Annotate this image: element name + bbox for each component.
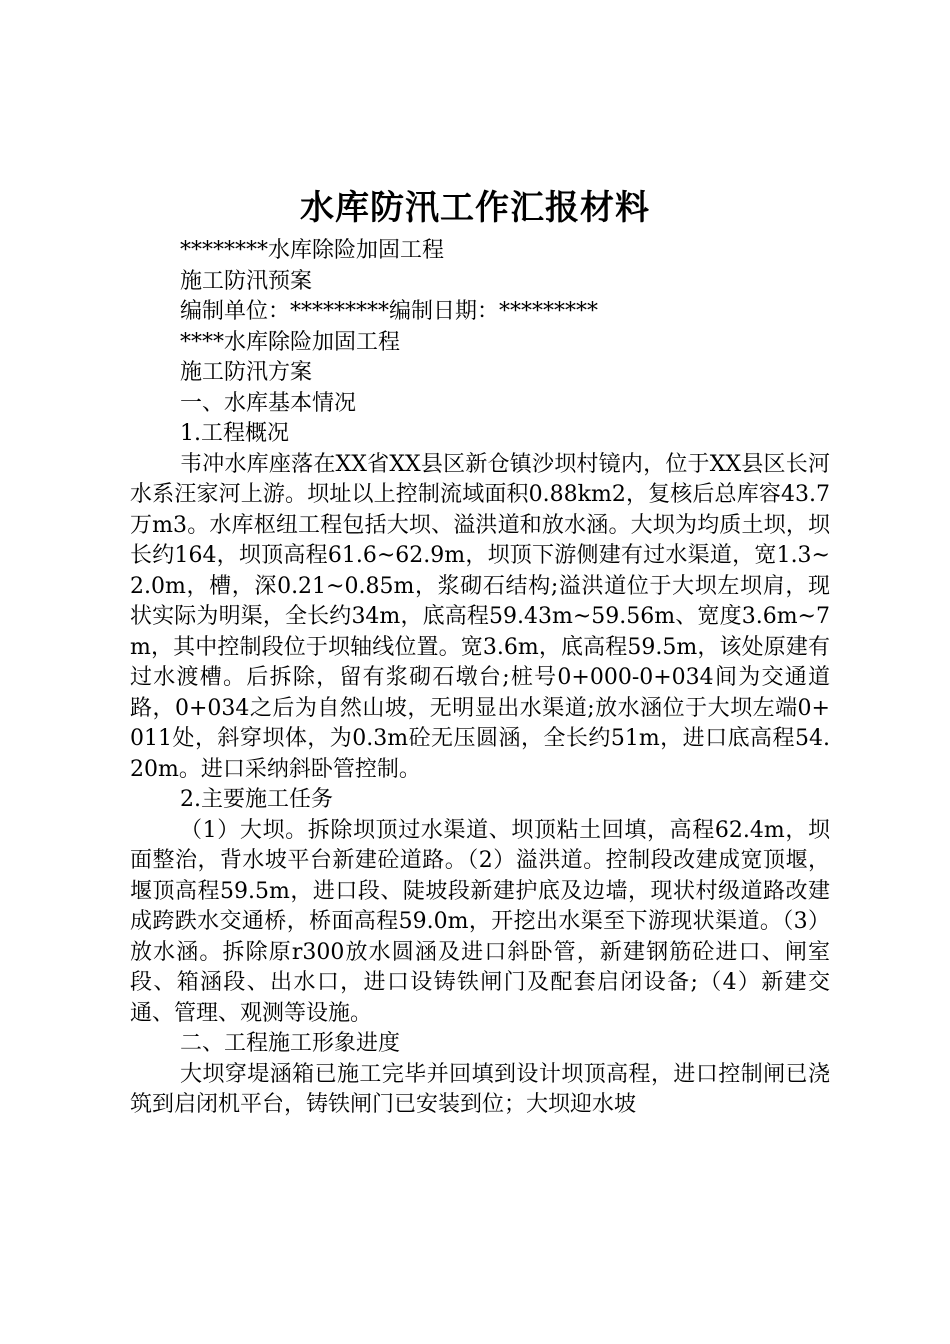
section-heading-1: 一、水库基本情况 xyxy=(180,390,357,416)
document-title: 水库防汛工作汇报材料 xyxy=(300,188,650,228)
plan-title-line: 施工防汛预案 xyxy=(180,268,313,294)
paragraph-tasks: （1）大坝。拆除坝顶过水渠道、坝顶粘土回填，高程62.4m，坝面整治，背水坡平台新建砼道路。（2）溢洪道。控制段改建成宽顶堰，堰顶高程59.5m，进口段、陡坡段新建护底及边墙，现状村级道路改建成跨跌水交通桥，桥面高程59.0m，开挖出水渠至下游现状渠道。（3）放水涵。拆除原r300放水圆涵及进口斜卧管，新建钢筋砼进口、闸室段、箱涵段、出水口，进口设铸铁闸门及配套启闭设备;（4）新建交通、管理、观测等设施。 xyxy=(130,817,830,1026)
section-heading-2: 二、工程施工形象进度 xyxy=(180,1031,401,1056)
document-body xyxy=(130,236,830,1121)
project-name-line: ********水库除险加固工程 xyxy=(180,238,445,263)
paragraph-overview: 韦冲水库座落在XX省XX县区新仓镇沙坝村镜内，位于XX县区长河水系汪家河上游。坝址以上控制流域面积0.88km2，复核后总库容43.7万m3。水库枢纽工程包括大坝、溢洪道和放水涵。大坝为均质土坝，坝长约164，坝顶高程61.6~62.9m，坝顶下游侧建有过水渠道，宽1.3~2.0m，槽，深0.21~0.85m，浆砌石结构;溢洪道位于大坝左坝肩，现状实际为明渠，全长约34m，底高程59.43m~59.56m、宽度3.6m~7m，其中控制段位于坝轴线位置。宽3.6m，底高程59.5m，该处原建有过水渡槽。后拆除，留有浆砌石墩台;桩号0+000-0+034间为交通道路，0+034之后为自然山坡，无明显出水渠道;放水涵位于大坝左端0+011处，斜穿坝体，为0.3m砼无压圆涵，全长约51m，进口底高程54.20m。进口采纳斜卧管控制。 xyxy=(130,451,830,782)
subsection-heading-1: 1.工程概况 xyxy=(180,421,289,446)
subsection-heading-2: 2.主要施工任务 xyxy=(180,787,333,812)
scheme-title-line: 施工防汛方案 xyxy=(180,360,313,385)
paragraph-progress: 大坝穿堤涵箱已施工完毕并回填到设计坝顶高程，进口控制闸已浇筑到启闭机平台，铸铁闸门已安装到位；大坝迎水坡 xyxy=(130,1061,830,1117)
compiler-date-line: 编制单位：*********编制日期：********* xyxy=(180,299,599,324)
project-name-line-2: ****水库除险加固工程 xyxy=(180,329,401,355)
